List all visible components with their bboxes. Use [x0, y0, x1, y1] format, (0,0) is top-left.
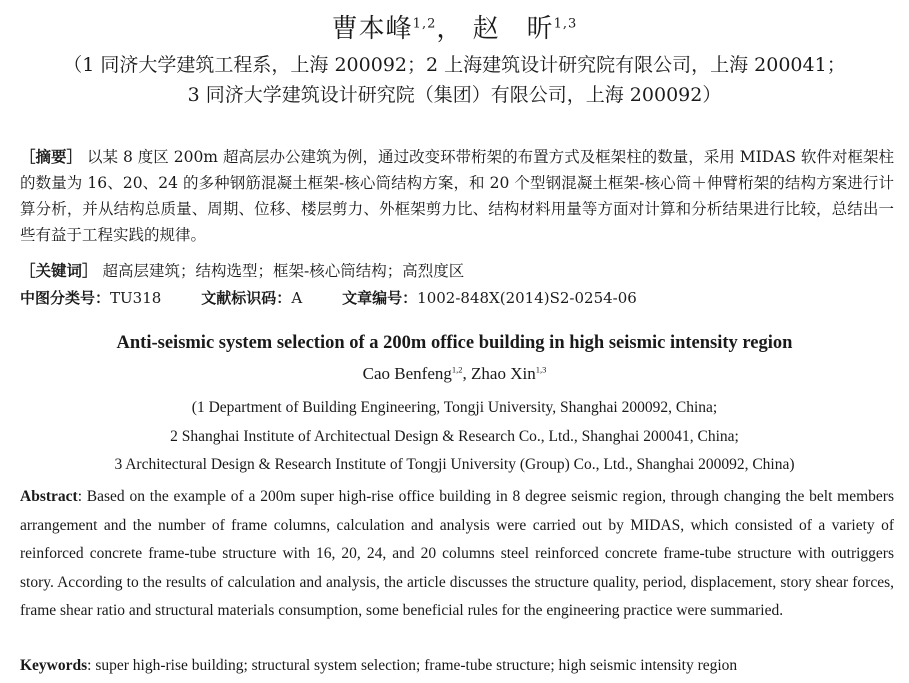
abstract-english-label: Abstract: [20, 488, 78, 505]
affiliation-english-line-3: 3 Architectural Design & Research Institute of Tongji University (Group) Co., Ltd., Shanghai 200092, China): [114, 456, 795, 473]
abstract-chinese-label: ［摘要］: [20, 148, 83, 166]
title-english: Anti-seismic system selection of a 200m office building in high seismic intensity region: [116, 333, 793, 353]
author-2-affiliation-marker: 1,3: [553, 16, 578, 32]
author-separator: ，: [436, 14, 464, 44]
clc-label: 中图分类号：: [20, 289, 111, 307]
keywords-chinese-text: 超高层建筑；结构选型；框架-核心筒结构；高烈度区: [102, 262, 465, 280]
abstract-english-colon: :: [77, 488, 87, 505]
abstract-chinese: [20, 144, 894, 248]
author-1-affiliation-marker-english: 1,2: [451, 364, 463, 375]
document-code-value: A: [291, 289, 303, 307]
affiliation-english-line-2: 2 Shanghai Institute of Architectual Design & Research Co., Ltd., Shanghai 200041, China;: [170, 428, 739, 445]
keywords-english-label: Keywords: [20, 657, 88, 674]
author-2-name-english: Zhao Xin: [471, 364, 536, 383]
keywords-english-colon: :: [87, 657, 96, 674]
authors-english: [0, 364, 909, 384]
article-number-value: 1002-848X(2014)S2-0254-06: [417, 289, 637, 307]
abstract-chinese-text: 以某 8 度区 200m 超高层办公建筑为例，通过改变环带桁架的布置方式及框架柱的数量，采用 MIDAS 软件对框架柱的数量为 16、20、24 的多种钢筋混凝土框架-核心筒结构方案，和 20 个型钢混凝土框架-核心筒＋伸臂桁架的结构方案进行计算分析，并从结构总质量、周期、位移、楼层剪力、外框架剪力比、结构材料用量等方面对计算和分析结果进行比较，总结出一些有益于工程实践的规律。: [20, 148, 894, 244]
affiliation-chinese-line-1: （1 同济大学建筑工程系，上海 200092；2 上海建筑设计研究院有限公司，上海 200041；: [63, 54, 846, 76]
keywords-english-text: super high-rise building; structural system selection; frame-tube structure; high seismic intensity region: [95, 657, 738, 674]
abstract-english: [20, 483, 894, 626]
clc-value: TU318: [110, 289, 162, 307]
affiliation-english-line-1: (1 Department of Building Engineering, Tongji University, Shanghai 200092, China;: [191, 399, 718, 416]
document-code-label: 文献标识码：: [201, 289, 292, 307]
author-separator-english: ,: [462, 364, 472, 383]
classification-line: [20, 286, 894, 310]
keywords-english: [20, 654, 894, 678]
keywords-chinese-label: ［关键词］: [20, 262, 98, 280]
keywords-chinese: [20, 258, 894, 284]
article-number-label: 文章编号：: [342, 289, 418, 307]
author-1-name: 曹本峰: [331, 14, 413, 44]
authors-chinese: [0, 8, 909, 45]
abstract-english-text: Based on the example of a 200m super high-rise office building in 8 degree seismic region, through changing the belt members arrangement and the number of frame columns, calculation and analysis were carried out by MIDAS, which consisted of a variety of reinforced concrete frame-tube structure with 16, 20, 24, and 20 columns steel reinforced concrete frame-tube structure with outriggers story. According to the results of calculation and analysis, the article discusses the structure quality, period, displacement, story shear forces, frame shear ratio and structural materials consumption, some beneficial rules for the engineering practice were summaried.: [20, 488, 894, 619]
author-2-affiliation-marker-english: 1,3: [535, 364, 547, 375]
author-1-name-english: Cao Benfeng: [362, 364, 452, 383]
affiliation-chinese-line-2: 3 同济大学建筑设计研究院（集团）有限公司，上海 200092）: [187, 84, 722, 106]
author-2-name: 赵 昕: [472, 14, 554, 44]
author-1-affiliation-marker: 1,2: [412, 16, 437, 32]
